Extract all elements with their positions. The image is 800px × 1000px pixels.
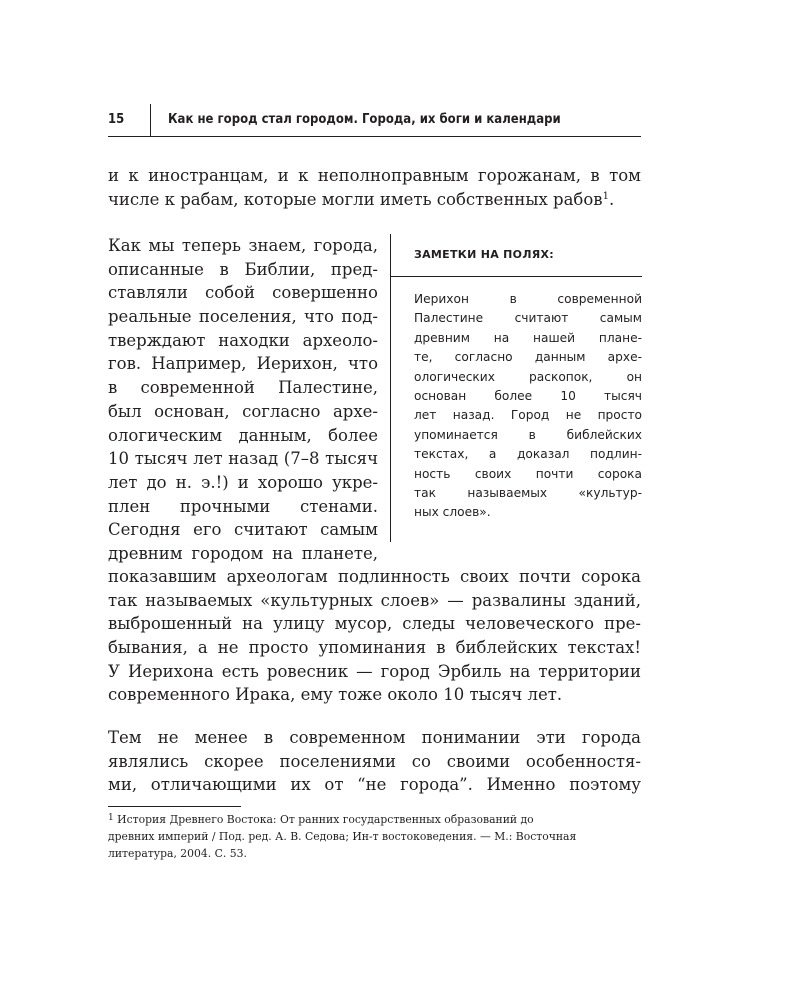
text-line: У Иерихона есть ровесник — город Эрбиль на территории: [108, 661, 641, 681]
paragraph-3: [108, 726, 641, 797]
page-number: 15: [108, 112, 125, 127]
margin-line: ных слоев».: [414, 505, 491, 520]
text-line: лет до н. э.!) и хорошо укре-: [108, 472, 378, 492]
footnote-line: литература, 2004. С. 53.: [108, 847, 247, 860]
text-line: являлись скорее поселениями со своими особенностя-: [108, 751, 641, 771]
margin-notes-title: ЗАМЕТКИ НА ПОЛЯХ:: [414, 248, 555, 261]
text-line: Сегодня его считают самым: [108, 520, 378, 540]
footnote-text: История Древнего Востока: От ранних государственных образований до: [117, 813, 534, 826]
text-line: 10 тысяч лет назад (7–8 тысяч: [108, 449, 378, 469]
text-line: Тем не менее в современном понимании эти города: [108, 728, 641, 747]
running-header: [108, 104, 641, 137]
footnote: [108, 811, 641, 862]
footnote-reference[interactable]: 1: [602, 190, 609, 202]
text-fragment: числе к рабам, которые могли иметь собственных рабов: [108, 189, 603, 209]
text-line: реальные поселения, что под-: [108, 307, 378, 327]
text-line: выброшенный на улицу мусор, следы человеческого пре-: [108, 614, 641, 634]
margin-notes-box: [390, 234, 642, 542]
text-line: ми, отличающими их от “не города”. Именно поэтому: [108, 775, 641, 795]
margin-line: Палестине считают самым: [414, 311, 642, 326]
text-line: описанные в Библии, пред-: [108, 259, 378, 279]
paragraph-2-continuation: [108, 565, 641, 707]
text-line: так называемых «культурных слоев» — развалины зданий,: [108, 590, 641, 610]
margin-line: лет назад. Город не просто: [414, 408, 642, 423]
margin-line: древним на нашей плане-: [414, 330, 642, 345]
margin-line: упоминается в библейских: [414, 427, 642, 442]
footnote-marker: 1: [108, 813, 114, 823]
text-line: ставляли собой совершенно: [108, 283, 378, 303]
text-line: тверждают находки археоло-: [108, 330, 378, 350]
text-line: и к иностранцам, и к неполноправным горожанам, в том: [108, 166, 641, 185]
footnote-line: [108, 811, 641, 828]
text-line: современного Ирака, ему тоже около 10 тысяч лет.: [108, 685, 563, 705]
text-line: гов. Например, Иерихон, что: [108, 354, 378, 374]
text-line: ологическим данным, более: [108, 425, 378, 445]
margin-line: ологических раскопок, он: [414, 369, 642, 384]
margin-line: те, согласно данным архе-: [414, 350, 642, 365]
text-line: древним городом на планете,: [108, 543, 378, 563]
margin-line: ность своих почти сорока: [414, 466, 642, 481]
margin-line: так называемых «культур-: [414, 485, 642, 500]
text-line: был основан, согласно архе-: [108, 401, 378, 421]
margin-notes-text: [414, 290, 642, 523]
text-line: бывания, а не просто упоминания в библейских текстах!: [108, 638, 641, 658]
margin-line: основан более 10 тысяч: [414, 388, 642, 403]
running-title: Как не город стал городом. Города, их боги и календари: [168, 112, 561, 127]
text-line: в современной Палестине,: [108, 378, 378, 398]
margin-notes-divider: [391, 276, 642, 277]
paragraph-2-left-column: [108, 234, 378, 566]
text-line: [108, 188, 641, 212]
margin-line: Иерихон в современной: [414, 292, 642, 306]
paragraph-1: [108, 164, 641, 211]
footnote-line: древних империй / Под. ред. А. В. Седова; Ин-т востоковедения. — М.: Восточная: [108, 830, 577, 843]
text-fragment: .: [608, 189, 615, 209]
text-line: Как мы теперь знаем, города,: [108, 236, 378, 255]
margin-line: текстах, а доказал подлин-: [414, 447, 642, 462]
text-line: плен прочными стенами.: [108, 496, 378, 516]
footnote-rule: [108, 806, 241, 807]
text-line: показавшим археологам подлинность своих почти сорока: [108, 567, 641, 586]
header-divider: [150, 104, 151, 136]
